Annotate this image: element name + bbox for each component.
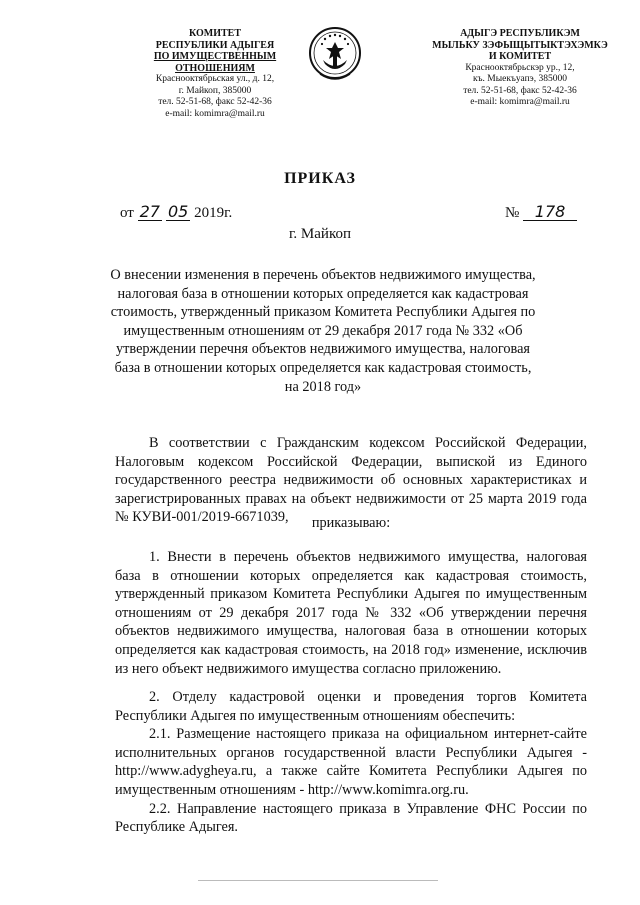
- order-subject: О внесении изменения в перечень объектов недвижимого имущества, налоговая база в отношении которых определяется как кадастровая стоимость, утвержденный приказом Комитета Республики Адыгея по имущественным отношениям от 29 декабря 2017 года № 332 «Об утверждении перечня объектов недвижимого имущества, налоговая база в отношении которых определяется как кадастровая стоимость, на 2018 год»: [110, 267, 536, 395]
- item-2-block: [115, 688, 587, 837]
- city-line: г. Майкоп: [288, 226, 352, 242]
- date-month: 05: [167, 202, 189, 221]
- order-date: [120, 204, 232, 222]
- date-day: 27: [139, 202, 160, 221]
- item-1-text: 1. Внести в перечень объектов недвижимого имущества, налоговая база в отношении которых определяется как кадастровая стоимость, утвержденный приказом Комитета Республики Адыгея по имущественным отношениям от 29 декабря 2017 года № 332 «Об утверждении перечня объектов недвижимого имущества, налоговая база в отношении которых определяется как кадастровая стоимость, на 2018 год» изменение, исключив из него объект недвижимого имущества согласно приложению.: [115, 549, 587, 677]
- date-prefix: от: [120, 205, 134, 221]
- header-right-line3: И КОМИТЕТ: [488, 51, 552, 62]
- header-left-block: [115, 28, 315, 120]
- date-year: 2019г.: [194, 205, 233, 221]
- preamble-text: В соответствии с Гражданским кодексом Российской Федерации, Налоговым кодексом Российской Федерации, выпиской из Единого государственного реестра недвижимости об основных характеристиках и зарегистрированных правах на объект недвижимости от 25 марта 2019 года № КУВИ-001/2019-6671039,: [115, 435, 587, 526]
- header-left-line1: КОМИТЕТ: [188, 28, 241, 39]
- item-2-text: 2. Отделу кадастровой оценки и проведения торгов Комитета Республики Адыгея по имущественным отношениям обеспечить:: [115, 689, 587, 724]
- header-left-phone: тел. 52-51-68, факс 52-42-36: [158, 97, 272, 107]
- header-right-line1: АДЫГЭ РЕСПУБЛИКЭМ: [460, 28, 580, 39]
- header-right-line2: МЫЛЬКУ ЗЭФЫЩЫТЫКТЭХЭМКЭ: [432, 39, 608, 51]
- header-right-city: къ. Мыекъуапэ, 385000: [473, 74, 567, 84]
- order-number: [505, 204, 577, 222]
- header-right-phone: тел. 52-51-68, факс 52-42-36: [463, 85, 577, 96]
- header-left-city: г. Майкоп, 385000: [178, 85, 252, 96]
- document-title: ПРИКАЗ: [284, 170, 356, 187]
- header-right-address: Красноoктябрьскэр ур., 12,: [465, 62, 575, 73]
- header-left-email: e-mail: komimra@mail.ru: [165, 108, 265, 119]
- header-left-line3: ПО ИМУЩЕСТВЕННЫМ ОТНОШЕНИЯМ: [153, 51, 277, 74]
- order-word: приказываю:: [311, 515, 391, 531]
- number-value: 178: [523, 204, 577, 221]
- header-left-address: Красноoктябрьская ул., д. 12,: [155, 74, 275, 84]
- header-left-line2: РЕСПУБЛИКИ АДЫГЕЯ: [155, 39, 275, 51]
- item-2-2-text: 2.2. Направление настоящего приказа в Управление ФНС России по Республике Адыгея.: [115, 800, 587, 836]
- number-label: №: [505, 205, 520, 221]
- coat-of-arms-icon: [308, 24, 362, 86]
- order-word-block: [115, 514, 587, 533]
- item-2-1-text: 2.1. Размещение настоящего приказа на официальном интернет-сайте исполнительных органов государственной власти Республики Адыгея - http://www.adygheya.ru, а также сайте Комитета Республики Адыгея по имущественным отношениям - http://www.komimra.org.ru.: [115, 726, 587, 798]
- bottom-rule: [198, 880, 438, 881]
- header-right-block: [420, 28, 620, 109]
- header-right-email: e-mail: komimra@mail.ru: [470, 97, 570, 107]
- item-1-block: [115, 548, 587, 678]
